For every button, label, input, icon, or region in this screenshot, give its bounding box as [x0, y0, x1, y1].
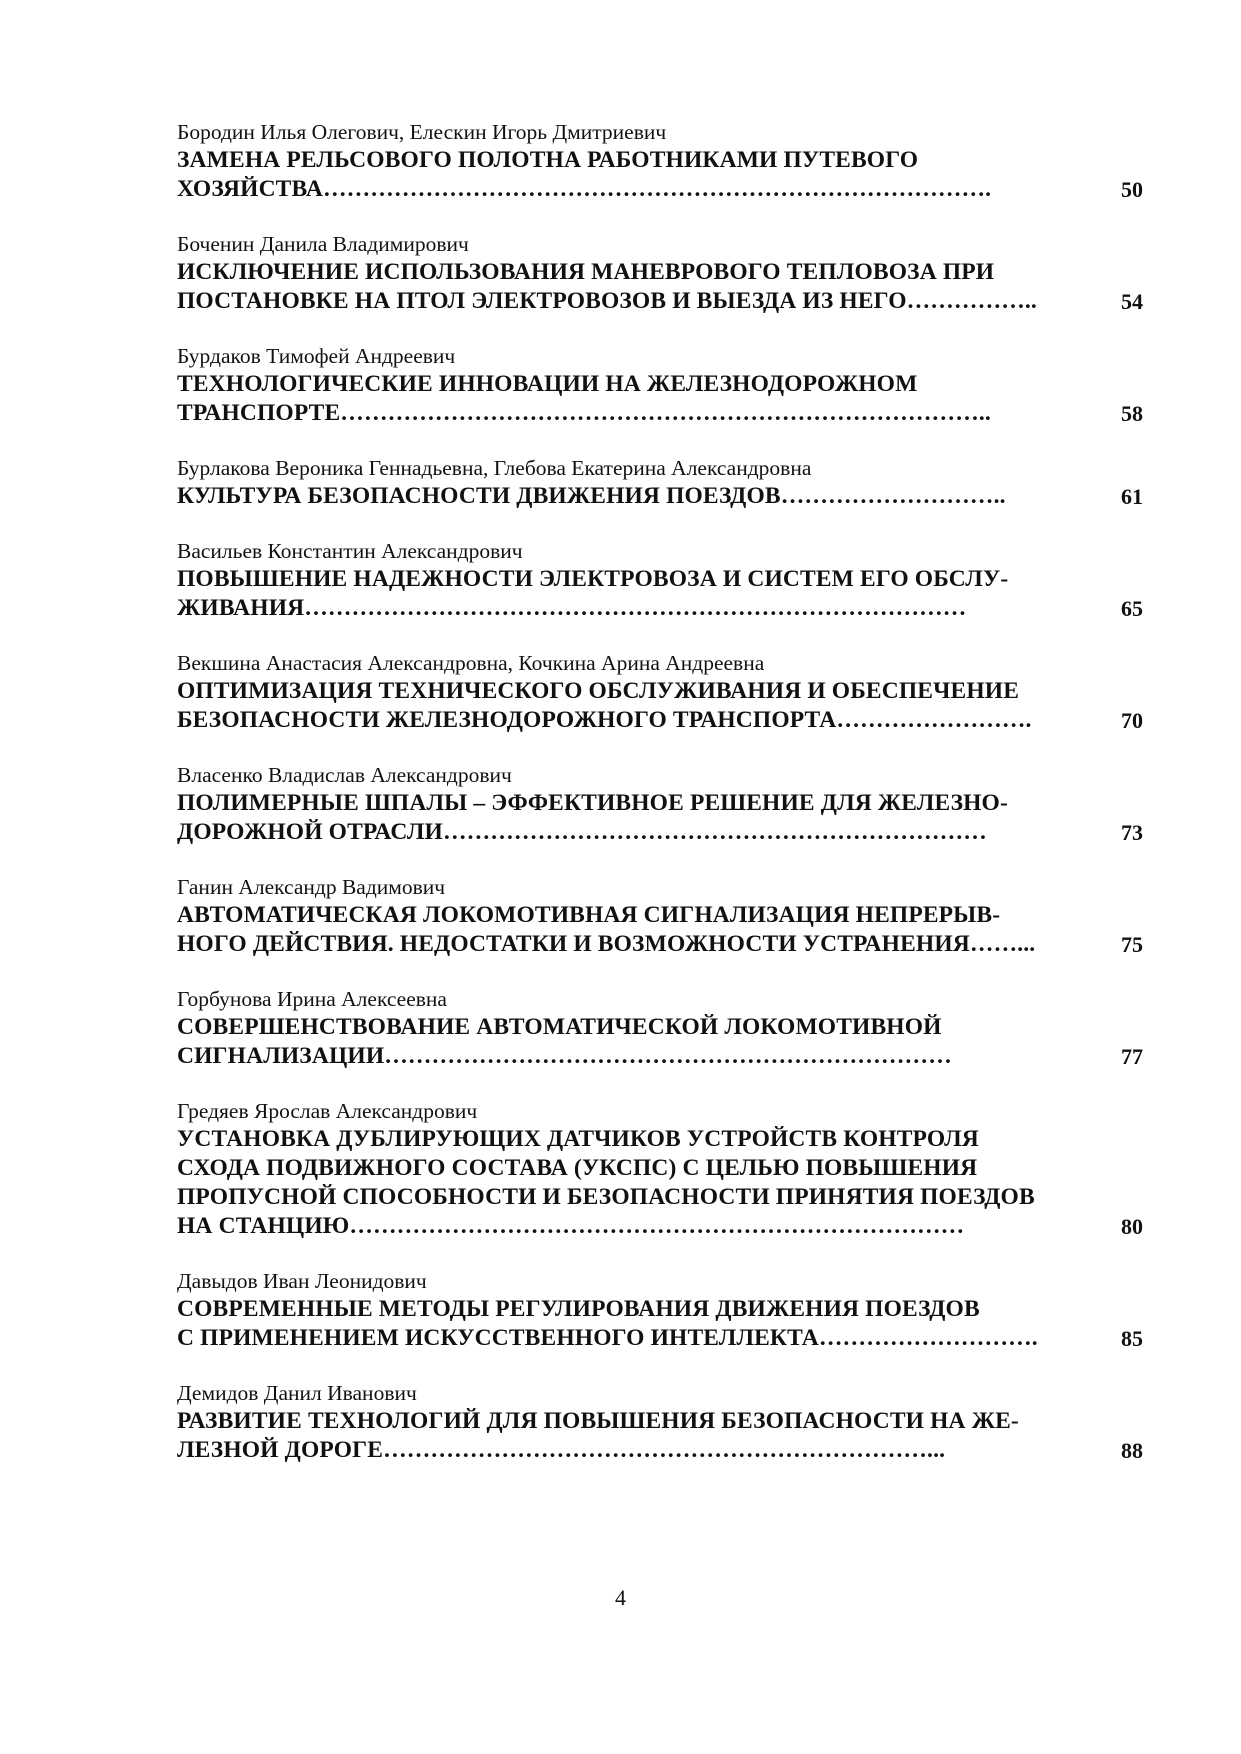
toc-entry-title-line: УСТАНОВКА ДУБЛИРУЮЩИХ ДАТЧИКОВ УСТРОЙСТВ КОНТРОЛЯ — [177, 1126, 979, 1152]
toc-entry-title-line: ЗАМЕНА РЕЛЬСОВОГО ПОЛОТНА РАБОТНИКАМИ ПУТЕВОГО — [177, 147, 919, 173]
toc-entry-page-number: 50 — [1121, 177, 1143, 202]
toc-entry-author: Горбунова Ирина Алексеевна — [177, 987, 447, 1011]
toc-entry-title-line: ЛЕЗНОЙ ДОРОГЕ……………………………………………………………... — [177, 1437, 946, 1463]
toc-entry-page-number: 73 — [1121, 820, 1143, 845]
toc-entry-title-line: ОПТИМИЗАЦИЯ ТЕХНИЧЕСКОГО ОБСЛУЖИВАНИЯ И ОБЕСПЕЧЕНИЕ — [177, 678, 1020, 704]
toc-entry — [177, 342, 1143, 428]
toc-entry — [177, 118, 1143, 204]
toc-entry-page-number: 80 — [1121, 1214, 1143, 1239]
toc-entry — [177, 985, 1143, 1071]
toc-entry-title-block — [177, 677, 1143, 735]
toc-entry — [177, 454, 1143, 511]
toc-entry-title — [177, 1295, 1092, 1353]
toc-entry-page-number: 85 — [1121, 1326, 1143, 1351]
toc-entry-page-number: 65 — [1121, 596, 1143, 621]
toc-entry-page-number: 58 — [1121, 401, 1143, 426]
toc-entry-title — [177, 482, 1092, 511]
toc-entry-author: Ганин Александр Вадимович — [177, 875, 446, 899]
toc-entry-title — [177, 901, 1092, 959]
toc-entry-title — [177, 1407, 1092, 1465]
page-number: 4 — [615, 1585, 626, 1610]
toc-entry-title-line: НОГО ДЕЙСТВИЯ. НЕДОСТАТКИ И ВОЗМОЖНОСТИ УСТРАНЕНИЯ……... — [177, 931, 1036, 957]
toc-entry-title-line: СОВЕРШЕНСТВОВАНИЕ АВТОМАТИЧЕСКОЙ ЛОКОМОТИВНОЙ — [177, 1014, 942, 1040]
toc-entry-title-line: С ПРИМЕНЕНИЕМ ИСКУССТВЕННОГО ИНТЕЛЛЕКТА………………………. — [177, 1325, 1038, 1351]
toc-entry-author: Власенко Владислав Александрович — [177, 763, 512, 787]
toc-entry — [177, 537, 1143, 623]
toc-entry — [177, 1267, 1143, 1353]
toc-entry-author: Боченин Данила Владимирович — [177, 232, 469, 256]
toc-entry — [177, 873, 1143, 959]
toc-entry-title — [177, 677, 1092, 735]
toc-entry-title-line: РАЗВИТИЕ ТЕХНОЛОГИЙ ДЛЯ ПОВЫШЕНИЯ БЕЗОПАСНОСТИ НА ЖЕ- — [177, 1408, 1019, 1434]
toc-entry-title-block — [177, 258, 1143, 316]
toc-entry-title-line: ИСКЛЮЧЕНИЕ ИСПОЛЬЗОВАНИЯ МАНЕВРОВОГО ТЕПЛОВОЗА ПРИ — [177, 259, 995, 285]
toc-entry-title — [177, 565, 1092, 623]
toc-entry-author: Гредяев Ярослав Александрович — [177, 1099, 478, 1123]
toc-entry — [177, 649, 1143, 735]
toc-entry-author: Векшина Анастасия Александровна, Кочкина Арина Андреевна — [177, 651, 765, 675]
toc-entry-author: Бородин Илья Олегович, Елескин Игорь Дмитриевич — [177, 120, 667, 144]
toc-entry-title — [177, 258, 1092, 316]
toc-entry-title-line: СИГНАЛИЗАЦИИ……………………………………………………………… — [177, 1043, 952, 1069]
toc-entry-title — [177, 1125, 1092, 1241]
toc-entry-title-line: ТРАНСПОРТЕ……………………………………………………………………….. — [177, 400, 991, 426]
toc-entry-title-line: ПОСТАНОВКЕ НА ПТОЛ ЭЛЕКТРОВОЗОВ И ВЫЕЗДА ИЗ НЕГО…………….. — [177, 288, 1037, 314]
toc-entry-title — [177, 370, 1092, 428]
toc-entry-title-line: ПОВЫШЕНИЕ НАДЕЖНОСТИ ЭЛЕКТРОВОЗА И СИСТЕМ ЕГО ОБСЛУ- — [177, 566, 1009, 592]
toc-entry-page-number: 88 — [1121, 1438, 1143, 1463]
toc-entry-author: Васильев Константин Александрович — [177, 539, 523, 563]
toc-entry — [177, 230, 1143, 316]
toc-entry-title-line: ЖИВАНИЯ………………………………………………………………………… — [177, 595, 967, 621]
toc-entry-title-line: ТЕХНОЛОГИЧЕСКИЕ ИННОВАЦИИ НА ЖЕЛЕЗНОДОРОЖНОМ — [177, 371, 918, 397]
toc-entry-page-number: 77 — [1121, 1044, 1143, 1069]
toc-entry-title-line: КУЛЬТУРА БЕЗОПАСНОСТИ ДВИЖЕНИЯ ПОЕЗДОВ……………………….. — [177, 483, 1006, 509]
toc-entry-title-block — [177, 901, 1143, 959]
toc-entry-title-block — [177, 565, 1143, 623]
toc-entry — [177, 761, 1143, 847]
toc-entry-title-block — [177, 1125, 1143, 1241]
toc-entry-title — [177, 789, 1092, 847]
toc-entry-author: Бурлакова Вероника Геннадьевна, Глебова Екатерина Александровна — [177, 456, 812, 480]
toc-entry-page-number: 75 — [1121, 932, 1143, 957]
toc-entry-page-number: 61 — [1121, 484, 1143, 509]
toc-entry-title-block — [177, 1013, 1143, 1071]
toc-entry — [177, 1097, 1143, 1241]
toc-entry-title-block — [177, 789, 1143, 847]
toc-entry-title-line: БЕЗОПАСНОСТИ ЖЕЛЕЗНОДОРОЖНОГО ТРАНСПОРТА……………………. — [177, 707, 1032, 733]
toc-entry-title-line: СХОДА ПОДВИЖНОГО СОСТАВА (УКСПС) С ЦЕЛЬЮ ПОВЫШЕНИЯ — [177, 1155, 978, 1181]
toc-entry-title-block — [177, 146, 1143, 204]
toc-entry-title-block — [177, 370, 1143, 428]
toc-entry-title-line: ПРОПУСНОЙ СПОСОБНОСТИ И БЕЗОПАСНОСТИ ПРИНЯТИЯ ПОЕЗДОВ — [177, 1184, 1035, 1210]
toc-entry-author: Давыдов Иван Леонидович — [177, 1269, 427, 1293]
toc-entry-author: Демидов Данил Иванович — [177, 1381, 417, 1405]
toc-entry-page-number: 70 — [1121, 708, 1143, 733]
toc-entry-title-line: СОВРЕМЕННЫЕ МЕТОДЫ РЕГУЛИРОВАНИЯ ДВИЖЕНИЯ ПОЕЗДОВ — [177, 1296, 980, 1322]
toc-entry-title-line: ДОРОЖНОЙ ОТРАСЛИ…………………………………………………………… — [177, 819, 987, 845]
toc-entry — [177, 1379, 1143, 1465]
toc-entry-title — [177, 1013, 1092, 1071]
toc-entry-title-block — [177, 1295, 1143, 1353]
toc-entry-title-line: НА СТАНЦИЮ…………………………………………………………………… — [177, 1213, 965, 1239]
table-of-contents — [177, 118, 1143, 1491]
toc-entry-title — [177, 146, 1092, 204]
toc-entry-title-line: ПОЛИМЕРНЫЕ ШПАЛЫ – ЭФФЕКТИВНОЕ РЕШЕНИЕ ДЛЯ ЖЕЛЕЗНО- — [177, 790, 1008, 816]
toc-entry-author: Бурдаков Тимофей Андреевич — [177, 344, 456, 368]
toc-entry-title-line: АВТОМАТИЧЕСКАЯ ЛОКОМОТИВНАЯ СИГНАЛИЗАЦИЯ НЕПРЕРЫВ- — [177, 902, 1001, 928]
toc-entry-page-number: 54 — [1121, 289, 1143, 314]
toc-entry-title-block — [177, 1407, 1143, 1465]
toc-entry-title-line: ХОЗЯЙСТВА…………………………………………………………………………. — [177, 176, 992, 202]
toc-entry-title-block — [177, 482, 1143, 511]
